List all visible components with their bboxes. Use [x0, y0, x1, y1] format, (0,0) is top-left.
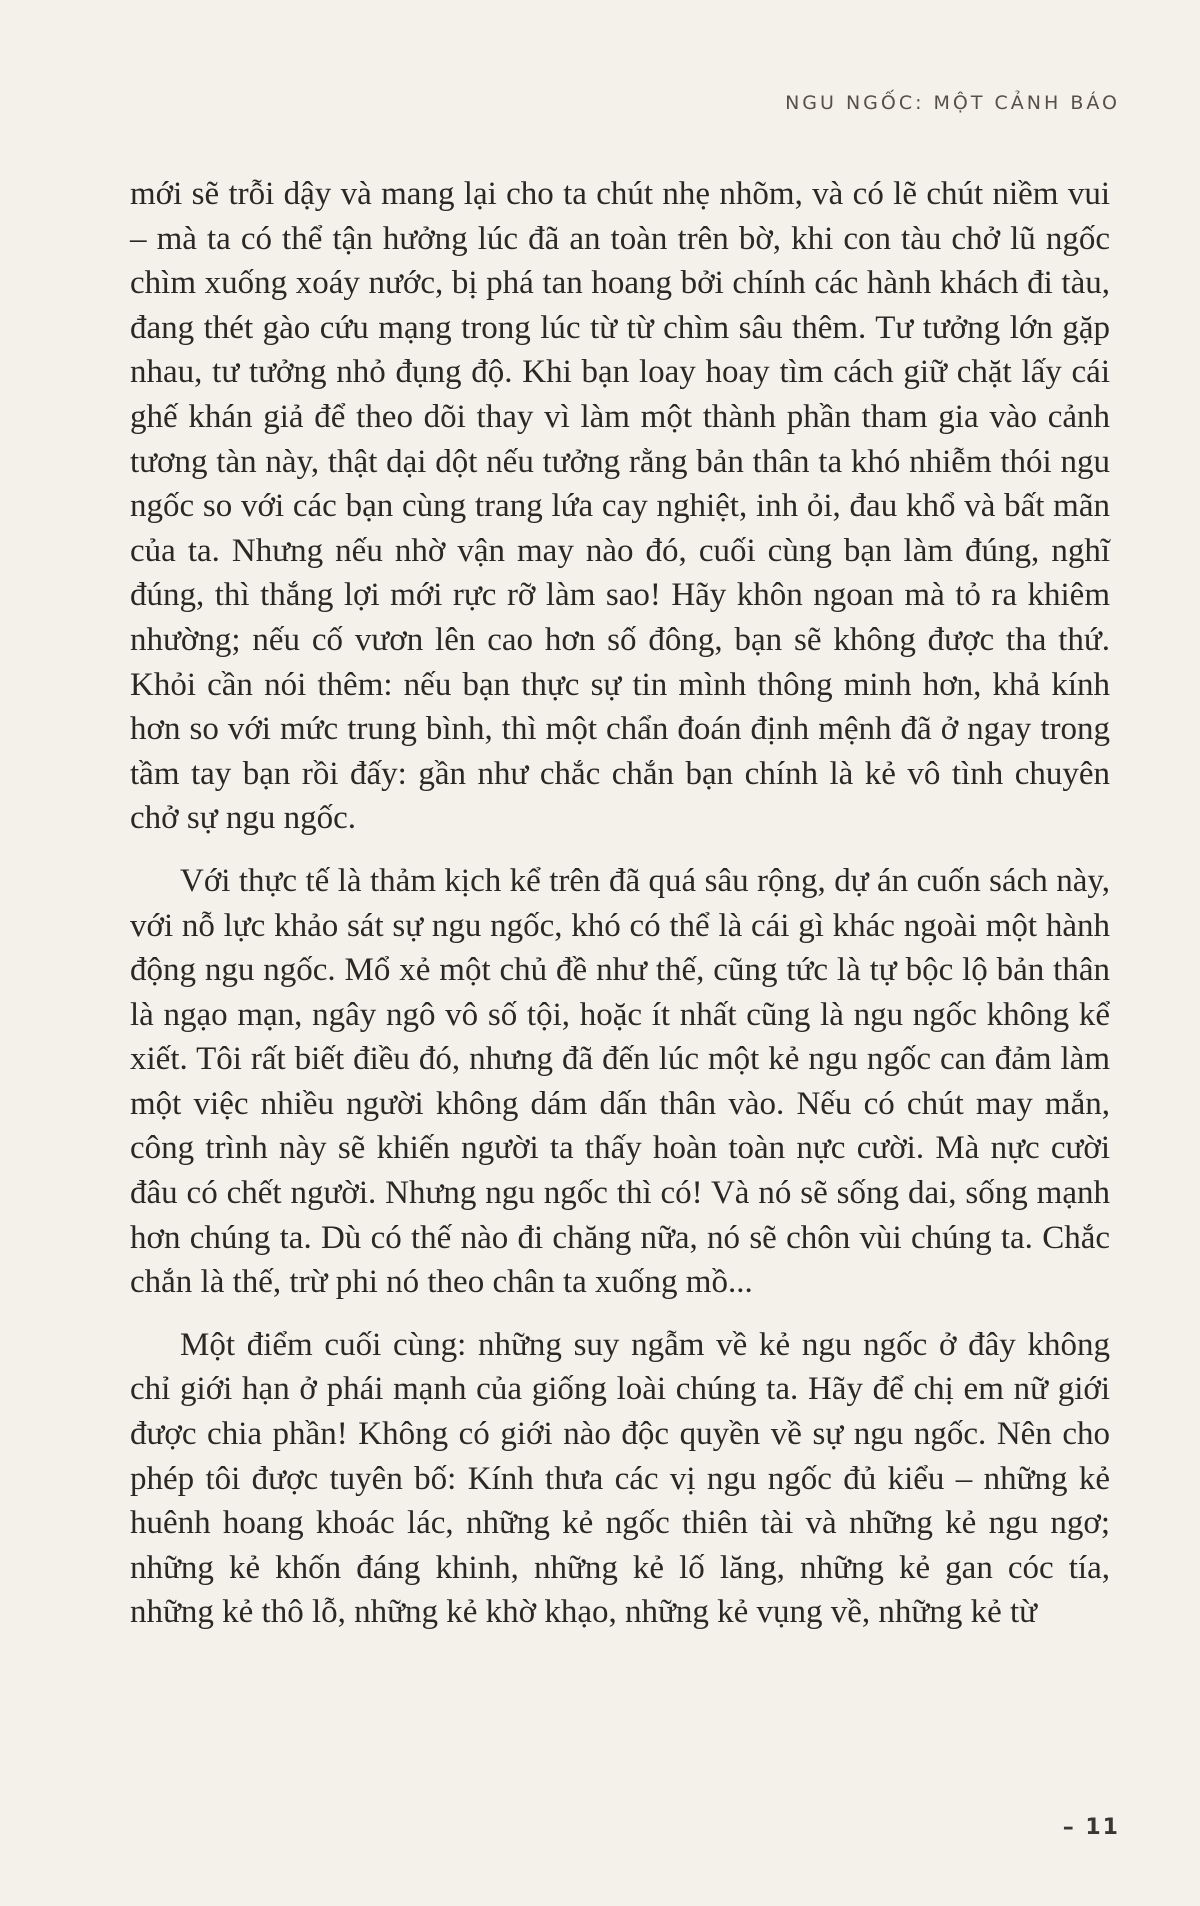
body-text — [130, 172, 1110, 1635]
paragraph-continuation: mới sẽ trỗi dậy và mang lại cho ta chút nhẹ nhõm, và có lẽ chút niềm vui – mà ta có thể tận hưởng lúc đã an toàn trên bờ, khi con tàu chở lũ ngốc chìm xuống xoáy nước, bị phá tan hoang bởi chính các hành khách đi tàu, đang thét gào cứu mạng trong lúc từ từ chìm sâu thêm. Tư tưởng lớn gặp nhau, tư tưởng nhỏ đụng độ. Khi bạn loay hoay tìm cách giữ chặt lấy cái ghế khán giả để theo dõi thay vì làm một thành phần tham gia vào cảnh tương tàn này, thật dại dột nếu tưởng rằng bản thân ta khó nhiễm thói ngu ngốc so với các bạn cùng trang lứa cay nghiệt, inh ỏi, đau khổ và bất mãn của ta. Nhưng nếu nhờ vận may nào đó, cuối cùng bạn làm đúng, nghĩ đúng, thì thắng lợi mới rực rỡ làm sao! Hãy khôn ngoan mà tỏ ra khiêm nhường; nếu cố vươn lên cao hơn số đông, bạn sẽ không được tha thứ. Khỏi cần nói thêm: nếu bạn thực sự tin mình thông minh hơn, khả kính hơn so với mức trung bình, thì một chẩn đoán định mệnh đã ở ngay trong tầm tay bạn rồi đấy: gần như chắc chắn bạn chính là kẻ vô tình chuyên chở sự ngu ngốc. — [130, 176, 1110, 837]
paragraph: Một điểm cuối cùng: những suy ngẫm về kẻ ngu ngốc ở đây không chỉ giới hạn ở phái mạnh của giống loài chúng ta. Hãy để chị em nữ giới được chia phần! Không có giới nào độc quyền về sự ngu ngốc. Nên cho phép tôi được tuyên bố: Kính thưa các vị ngu ngốc đủ kiểu – những kẻ huênh hoang khoác lác, những kẻ ngốc thiên tài và những kẻ ngu ngơ; những kẻ khốn đáng khinh, những kẻ lố lăng, những kẻ gan cóc tía, những kẻ thô lỗ, những kẻ khờ khạo, những kẻ vụng về, những kẻ từ — [130, 1326, 1110, 1631]
running-header-title: NGU NGỐC: MỘT CẢNH BÁO — [785, 92, 1120, 114]
paragraph: Với thực tế là thảm kịch kể trên đã quá sâu rộng, dự án cuốn sách này, với nỗ lực khảo sát sự ngu ngốc, khó có thể là cái gì khác ngoài một hành động ngu ngốc. Mổ xẻ một chủ đề như thế, cũng tức là tự bộc lộ bản thân là ngạo mạn, ngây ngô vô số tội, hoặc ít nhất cũng là ngu ngốc không kể xiết. Tôi rất biết điều đó, nhưng đã đến lúc một kẻ ngu ngốc can đảm làm một việc nhiều người không dám dấn thân vào. Nếu có chút may mắn, công trình này sẽ khiến người ta thấy hoàn toàn nực cười. Mà nực cười đâu có chết người. Nhưng ngu ngốc thì có! Và nó sẽ sống dai, sống mạnh hơn chúng ta. Dù có thế nào đi chăng nữa, nó sẽ chôn vùi chúng ta. Chắc chắn là thế, trừ phi nó theo chân ta xuống mồ... — [130, 862, 1110, 1301]
page-number: – 11 — [1062, 1815, 1120, 1840]
